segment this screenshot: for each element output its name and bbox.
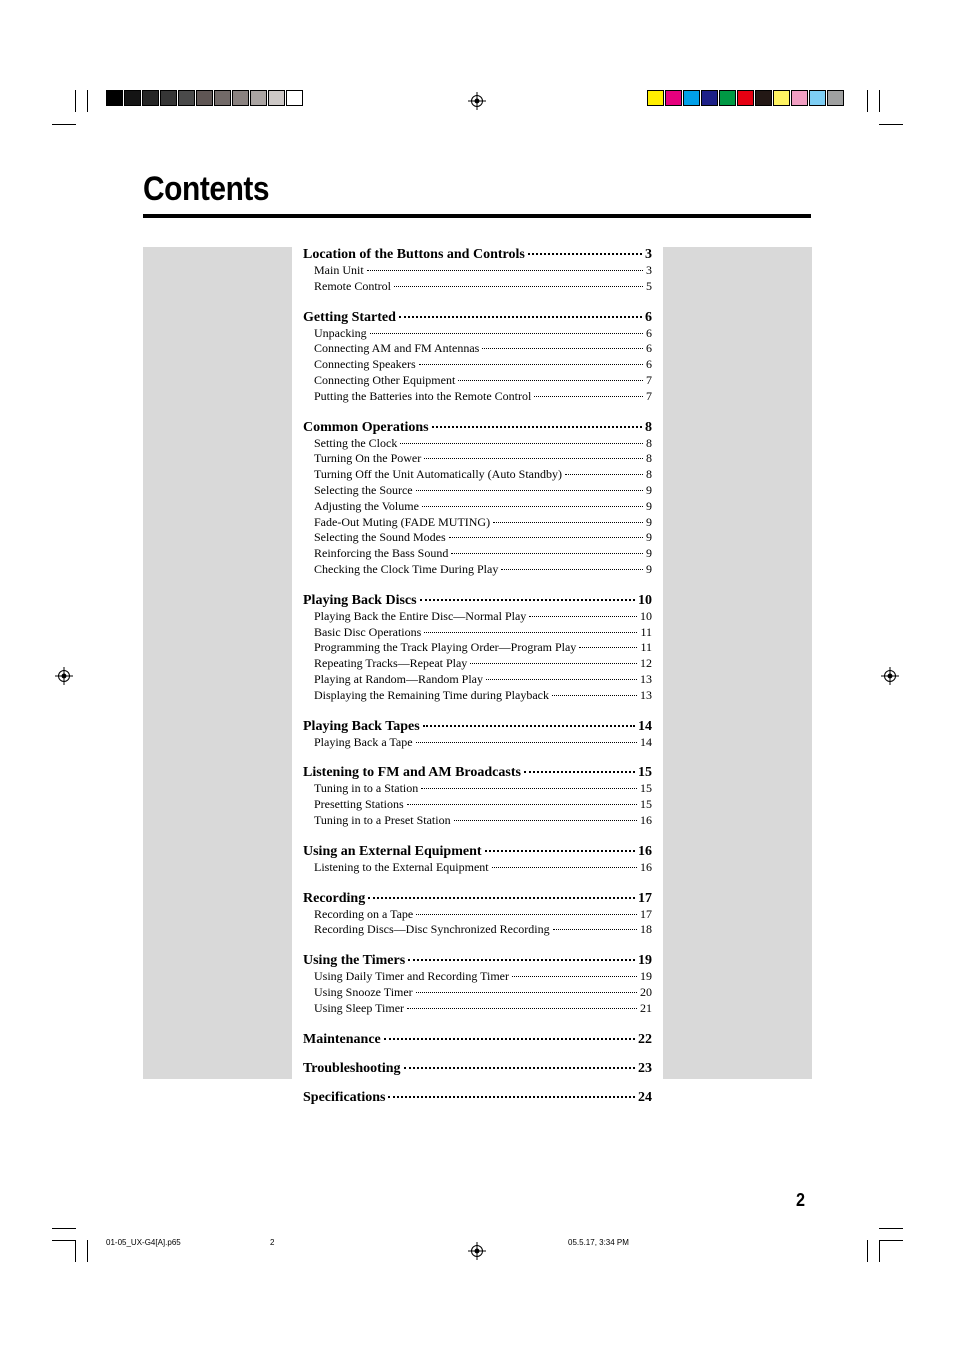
toc-item[interactable] bbox=[303, 907, 652, 923]
toc-item-label: Tuning in to a Station bbox=[314, 781, 419, 796]
toc-item[interactable] bbox=[303, 530, 652, 546]
leader-dots bbox=[400, 443, 643, 444]
toc-heading-label: Troubleshooting bbox=[303, 1060, 401, 1076]
toc-heading-page: 8 bbox=[645, 419, 652, 435]
toc-item[interactable] bbox=[303, 860, 652, 876]
toc-item-page: 6 bbox=[646, 357, 652, 372]
toc-heading[interactable] bbox=[303, 1089, 652, 1106]
toc-section bbox=[303, 952, 652, 1016]
toc-heading-page: 16 bbox=[638, 843, 652, 859]
toc-heading-label: Specifications bbox=[303, 1089, 386, 1105]
leader-dots bbox=[416, 992, 637, 993]
color-swatch bbox=[773, 90, 790, 106]
toc-heading[interactable] bbox=[303, 843, 652, 860]
toc-item[interactable] bbox=[303, 467, 652, 483]
toc-item-page: 5 bbox=[646, 278, 652, 293]
toc-section bbox=[303, 764, 652, 828]
leader-dots bbox=[419, 364, 643, 365]
color-swatch bbox=[791, 90, 808, 106]
toc-item[interactable] bbox=[303, 279, 652, 295]
color-swatch bbox=[809, 90, 826, 106]
toc-heading-label: Getting Started bbox=[303, 309, 396, 325]
registration-mark-icon bbox=[881, 667, 899, 685]
toc-section bbox=[303, 309, 652, 405]
toc-item-page: 9 bbox=[646, 546, 652, 561]
color-swatch bbox=[268, 90, 285, 106]
toc-item-label: Unpacking bbox=[314, 325, 367, 340]
toc-heading[interactable] bbox=[303, 592, 652, 609]
color-swatch bbox=[719, 90, 736, 106]
toc-item[interactable] bbox=[303, 263, 652, 279]
toc-item-label: Connecting Speakers bbox=[314, 357, 416, 372]
leader-dots bbox=[408, 959, 635, 961]
toc-item[interactable] bbox=[303, 640, 652, 656]
toc-item-page: 8 bbox=[646, 467, 652, 482]
page-title: Contents bbox=[143, 170, 270, 208]
toc-item-label: Fade-Out Muting (FADE MUTING) bbox=[314, 514, 491, 529]
toc-item-label: Checking the Clock Time During Play bbox=[314, 561, 499, 576]
leader-dots bbox=[367, 270, 643, 271]
leader-dots bbox=[368, 897, 635, 899]
toc-item-page: 6 bbox=[646, 341, 652, 356]
leader-dots bbox=[420, 599, 635, 601]
color-swatch bbox=[250, 90, 267, 106]
toc-item-page: 15 bbox=[640, 797, 652, 812]
toc-item-page: 7 bbox=[646, 388, 652, 403]
leader-dots bbox=[407, 804, 637, 805]
toc-heading[interactable] bbox=[303, 718, 652, 735]
toc-item-label: Main Unit bbox=[314, 263, 364, 277]
leader-dots bbox=[524, 771, 635, 773]
toc-item-label: Displaying the Remaining Time during Playback bbox=[314, 687, 549, 702]
toc-item-page: 11 bbox=[640, 624, 652, 639]
crop-mark bbox=[52, 1228, 76, 1229]
toc-item-label: Playing Back a Tape bbox=[314, 734, 413, 749]
toc-item-label: Using Sleep Timer bbox=[314, 1000, 405, 1015]
leader-dots bbox=[424, 632, 637, 633]
crop-mark bbox=[75, 90, 76, 112]
leader-dots bbox=[565, 474, 643, 475]
leader-dots bbox=[424, 458, 643, 459]
leader-dots bbox=[470, 663, 637, 664]
toc-item-page: 17 bbox=[640, 906, 652, 921]
toc-item-label: Playing Back the Entire Disc—Normal Play bbox=[314, 608, 527, 623]
crop-mark bbox=[879, 1240, 880, 1262]
toc-heading[interactable] bbox=[303, 246, 652, 263]
toc-section bbox=[303, 718, 652, 751]
color-swatch bbox=[737, 90, 754, 106]
crop-mark bbox=[87, 90, 88, 112]
toc-item[interactable] bbox=[303, 546, 652, 562]
toc-heading-page: 19 bbox=[638, 953, 652, 969]
page-number: 2 bbox=[796, 1190, 806, 1210]
toc-heading-label: Location of the Buttons and Controls bbox=[303, 247, 525, 262]
crop-mark bbox=[867, 1240, 868, 1262]
leader-dots bbox=[579, 647, 637, 648]
leader-dots bbox=[416, 914, 637, 915]
toc-heading-page: 10 bbox=[638, 592, 652, 608]
leader-dots bbox=[482, 348, 643, 349]
left-gray-panel bbox=[143, 247, 292, 1079]
footer-page: 2 bbox=[270, 1238, 275, 1247]
registration-mark-icon bbox=[468, 1242, 486, 1260]
toc-heading-label: Playing Back Tapes bbox=[303, 718, 420, 734]
toc-item-label: Tuning in to a Preset Station bbox=[314, 812, 451, 827]
toc-heading[interactable] bbox=[303, 952, 652, 969]
toc-item[interactable] bbox=[303, 656, 652, 672]
color-swatch bbox=[232, 90, 249, 106]
footer-filename: 01-05_UX-G4[A].p65 bbox=[106, 1238, 181, 1247]
toc-item[interactable] bbox=[303, 341, 652, 357]
toc-heading-label: Listening to FM and AM Broadcasts bbox=[303, 765, 521, 781]
leader-dots bbox=[501, 569, 643, 570]
crop-mark bbox=[879, 1240, 903, 1241]
toc-section bbox=[303, 843, 652, 876]
toc-item-label: Using Snooze Timer bbox=[314, 984, 413, 999]
toc-section bbox=[303, 419, 652, 578]
toc-item-page: 9 bbox=[646, 561, 652, 576]
toc-item[interactable] bbox=[303, 922, 652, 938]
leader-dots bbox=[454, 820, 637, 821]
leader-dots bbox=[458, 380, 643, 381]
toc-heading-page: 23 bbox=[638, 1060, 652, 1076]
color-swatch bbox=[701, 90, 718, 106]
toc-item[interactable] bbox=[303, 969, 652, 985]
leader-dots bbox=[422, 506, 643, 507]
toc-heading-page: 14 bbox=[638, 718, 652, 734]
toc-heading-label: Using an External Equipment bbox=[303, 843, 482, 859]
toc-item-page: 9 bbox=[646, 514, 652, 529]
toc-item-page: 20 bbox=[640, 984, 652, 999]
crop-mark bbox=[52, 1240, 76, 1241]
toc-heading-page: 6 bbox=[645, 309, 652, 325]
toc-heading[interactable] bbox=[303, 890, 652, 907]
toc-item[interactable] bbox=[303, 373, 652, 389]
toc-item-label: Connecting Other Equipment bbox=[314, 372, 456, 387]
toc-item[interactable] bbox=[303, 436, 652, 452]
toc-item-label: Turning Off the Unit Automatically (Auto Standby) bbox=[314, 467, 562, 482]
toc-heading[interactable] bbox=[303, 419, 652, 436]
color-swatch bbox=[124, 90, 141, 106]
leader-dots bbox=[416, 490, 643, 491]
toc-item-page: 8 bbox=[646, 451, 652, 466]
leader-dots bbox=[399, 316, 642, 318]
toc-item-page: 8 bbox=[646, 435, 652, 450]
toc-item[interactable] bbox=[303, 483, 652, 499]
toc-item-label: Programming the Track Playing Order—Program Play bbox=[314, 640, 577, 655]
right-gray-panel bbox=[663, 247, 812, 1079]
color-swatch bbox=[142, 90, 159, 106]
toc-item[interactable] bbox=[303, 562, 652, 578]
color-swatch bbox=[827, 90, 844, 106]
toc-item-page: 10 bbox=[640, 608, 652, 623]
leader-dots bbox=[492, 867, 637, 868]
toc-item[interactable] bbox=[303, 1001, 652, 1017]
registration-mark-icon bbox=[55, 667, 73, 685]
color-swatch bbox=[755, 90, 772, 106]
color-swatch bbox=[196, 90, 213, 106]
toc-item-label: Adjusting the Volume bbox=[314, 498, 419, 513]
leader-dots bbox=[553, 929, 637, 930]
toc-item-page: 13 bbox=[640, 687, 652, 702]
toc-heading[interactable] bbox=[303, 1031, 652, 1048]
color-swatch bbox=[665, 90, 682, 106]
leader-dots bbox=[552, 695, 637, 696]
toc-item[interactable] bbox=[303, 985, 652, 1001]
leader-dots bbox=[449, 537, 643, 538]
leader-dots bbox=[370, 333, 643, 334]
leader-dots bbox=[384, 1038, 635, 1040]
toc-item[interactable] bbox=[303, 515, 652, 531]
toc-item[interactable] bbox=[303, 688, 652, 704]
toc-heading-page: 17 bbox=[638, 890, 652, 906]
leader-dots bbox=[421, 788, 637, 789]
toc-item-label: Presetting Stations bbox=[314, 797, 404, 812]
toc-item-label: Setting the Clock bbox=[314, 435, 398, 450]
leader-dots bbox=[512, 976, 637, 977]
toc-item-label: Reinforcing the Bass Sound bbox=[314, 546, 449, 561]
toc-item-page: 9 bbox=[646, 530, 652, 545]
toc-section bbox=[303, 592, 652, 704]
toc-item-label: Putting the Batteries into the Remote Control bbox=[314, 388, 532, 403]
toc-item-label: Playing at Random—Random Play bbox=[314, 671, 483, 686]
toc-item-label: Listening to the External Equipment bbox=[314, 859, 489, 874]
leader-dots bbox=[529, 616, 637, 617]
crop-mark bbox=[879, 1228, 903, 1229]
toc-item-page: 15 bbox=[640, 781, 652, 796]
toc-item-page: 9 bbox=[646, 482, 652, 497]
toc-section bbox=[303, 246, 652, 295]
leader-dots bbox=[534, 396, 643, 397]
toc-heading-label: Playing Back Discs bbox=[303, 592, 417, 608]
toc-item[interactable] bbox=[303, 797, 652, 813]
toc-item[interactable] bbox=[303, 389, 652, 405]
toc-section bbox=[303, 1060, 652, 1077]
color-swatch bbox=[106, 90, 123, 106]
toc-item-label: Selecting the Source bbox=[314, 482, 413, 497]
table-of-contents bbox=[303, 246, 652, 1118]
toc-section bbox=[303, 1031, 652, 1048]
leader-dots bbox=[486, 679, 637, 680]
leader-dots bbox=[416, 742, 637, 743]
toc-item-label: Basic Disc Operations bbox=[314, 624, 422, 639]
color-calibration-bar bbox=[647, 90, 845, 106]
toc-item-label: Turning On the Power bbox=[314, 451, 422, 466]
toc-item-page: 11 bbox=[640, 640, 652, 655]
toc-item[interactable] bbox=[303, 326, 652, 342]
toc-item-page: 7 bbox=[646, 372, 652, 387]
leader-dots bbox=[485, 850, 635, 852]
toc-item-label: Recording on a Tape bbox=[314, 906, 414, 921]
toc-item-page: 6 bbox=[646, 325, 652, 340]
toc-heading[interactable] bbox=[303, 764, 652, 781]
leader-dots bbox=[451, 553, 643, 554]
toc-heading-page: 15 bbox=[638, 765, 652, 781]
toc-heading-page: 22 bbox=[638, 1031, 652, 1047]
toc-heading-label: Maintenance bbox=[303, 1031, 381, 1047]
color-swatch bbox=[286, 90, 303, 106]
leader-dots bbox=[388, 1096, 635, 1098]
toc-item-page: 16 bbox=[640, 859, 652, 874]
grayscale-calibration-bar bbox=[106, 90, 304, 106]
toc-item-label: Connecting AM and FM Antennas bbox=[314, 341, 480, 356]
toc-item-page: 3 bbox=[646, 263, 652, 277]
toc-item-label: Recording Discs—Disc Synchronized Recording bbox=[314, 922, 550, 937]
crop-mark bbox=[867, 90, 868, 112]
toc-item-label: Remote Control bbox=[314, 278, 391, 293]
toc-item-page: 12 bbox=[640, 656, 652, 671]
leader-dots bbox=[493, 522, 643, 523]
toc-item-label: Repeating Tracks—Repeat Play bbox=[314, 656, 468, 671]
toc-item[interactable] bbox=[303, 609, 652, 625]
color-swatch bbox=[214, 90, 231, 106]
leader-dots bbox=[423, 725, 635, 727]
footer-timestamp: 05.5.17, 3:34 PM bbox=[568, 1238, 629, 1247]
toc-heading-label: Common Operations bbox=[303, 419, 429, 435]
toc-item[interactable] bbox=[303, 625, 652, 641]
toc-item-label: Using Daily Timer and Recording Timer bbox=[314, 969, 510, 984]
toc-heading[interactable] bbox=[303, 1060, 652, 1077]
crop-mark bbox=[879, 90, 880, 112]
toc-item-page: 21 bbox=[640, 1000, 652, 1015]
toc-item-label: Selecting the Sound Modes bbox=[314, 530, 446, 545]
toc-heading-page: 24 bbox=[638, 1089, 652, 1105]
toc-item[interactable] bbox=[303, 735, 652, 751]
color-swatch bbox=[178, 90, 195, 106]
toc-item[interactable] bbox=[303, 672, 652, 688]
toc-item[interactable] bbox=[303, 499, 652, 515]
toc-heading[interactable] bbox=[303, 309, 652, 326]
toc-heading-label: Recording bbox=[303, 890, 366, 906]
toc-item-page: 16 bbox=[640, 812, 652, 827]
toc-section bbox=[303, 890, 652, 939]
toc-item[interactable] bbox=[303, 357, 652, 373]
leader-dots bbox=[432, 426, 642, 428]
toc-heading-page: 3 bbox=[645, 247, 652, 262]
crop-mark bbox=[879, 124, 903, 125]
leader-dots bbox=[404, 1067, 635, 1069]
toc-item-page: 9 bbox=[646, 498, 652, 513]
leader-dots bbox=[528, 253, 642, 255]
toc-section bbox=[303, 1089, 652, 1106]
title-rule bbox=[143, 214, 811, 218]
toc-heading-label: Using the Timers bbox=[303, 953, 406, 969]
toc-item[interactable] bbox=[303, 451, 652, 467]
toc-item[interactable] bbox=[303, 813, 652, 829]
leader-dots bbox=[394, 286, 643, 287]
toc-item-page: 19 bbox=[640, 969, 652, 984]
registration-mark-icon bbox=[468, 92, 486, 110]
leader-dots bbox=[407, 1008, 637, 1009]
toc-item-page: 14 bbox=[640, 734, 652, 749]
color-swatch bbox=[647, 90, 664, 106]
toc-item-page: 18 bbox=[640, 922, 652, 937]
toc-item[interactable] bbox=[303, 781, 652, 797]
color-swatch bbox=[683, 90, 700, 106]
color-swatch bbox=[160, 90, 177, 106]
crop-mark bbox=[75, 1240, 76, 1262]
toc-item-page: 13 bbox=[640, 671, 652, 686]
crop-mark bbox=[52, 124, 76, 125]
crop-mark bbox=[87, 1240, 88, 1262]
